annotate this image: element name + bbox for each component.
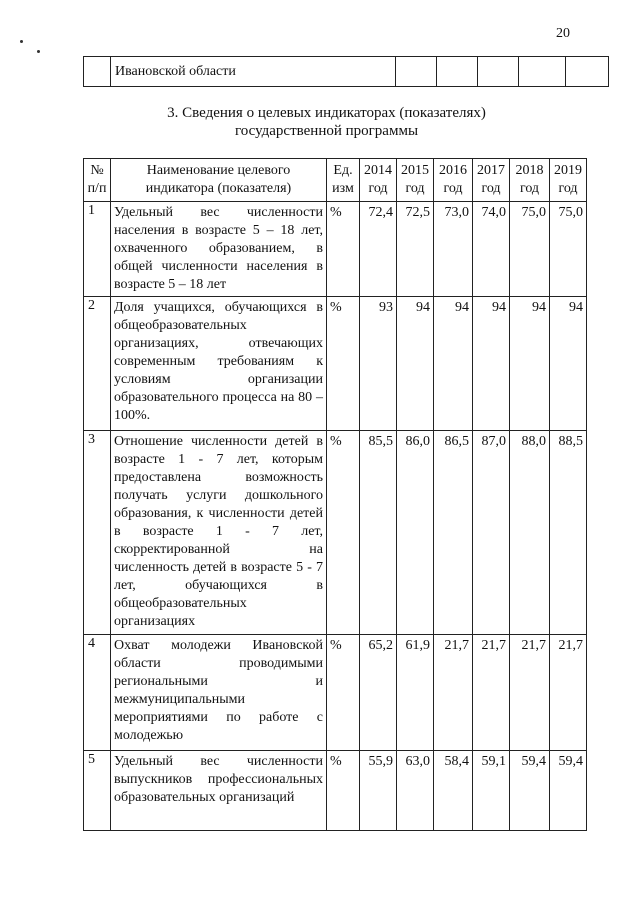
- indicators-table: [83, 158, 587, 831]
- header-year: 2018 год: [510, 159, 550, 202]
- table-row: [84, 57, 609, 87]
- value-cell: 21,7: [550, 635, 587, 751]
- header-year: 2015 год: [397, 159, 434, 202]
- value-cell: 65,2: [360, 635, 397, 751]
- table-row: [84, 202, 587, 297]
- header-num: № п/п: [84, 159, 111, 202]
- value-cell: 72,4: [360, 202, 397, 297]
- table-row: [84, 297, 587, 431]
- value-cell: 21,7: [434, 635, 473, 751]
- row-number: 4: [84, 635, 111, 751]
- header-name: Наименование целевого индикатора (показателя): [111, 159, 327, 202]
- value-cell: 75,0: [550, 202, 587, 297]
- table-cell: [437, 57, 478, 87]
- row-number: 3: [84, 431, 111, 635]
- value-cell: 94: [473, 297, 510, 431]
- header-unit: Ед. изм: [327, 159, 360, 202]
- value-cell: 75,0: [510, 202, 550, 297]
- table-row: [84, 751, 587, 831]
- fragment-text: Ивановской области: [111, 57, 396, 87]
- indicator-name: Охват молодежи Ивановской области проводимыми региональными и межмуниципальными мероприятиями по работе с молодежью: [111, 635, 327, 751]
- scan-speck: [20, 40, 23, 43]
- value-cell: 86,0: [397, 431, 434, 635]
- scan-speck: [37, 50, 40, 53]
- unit-cell: %: [327, 431, 360, 635]
- row-number: 2: [84, 297, 111, 431]
- row-number: 1: [84, 202, 111, 297]
- unit-cell: %: [327, 635, 360, 751]
- value-cell: 74,0: [473, 202, 510, 297]
- value-cell: 93: [360, 297, 397, 431]
- value-cell: 94: [550, 297, 587, 431]
- value-cell: 55,9: [360, 751, 397, 831]
- unit-cell: %: [327, 751, 360, 831]
- table-cell: [396, 57, 437, 87]
- page-number: 20: [556, 26, 570, 41]
- header-year: 2019 год: [550, 159, 587, 202]
- unit-cell: %: [327, 202, 360, 297]
- value-cell: 63,0: [397, 751, 434, 831]
- header-year: 2016 год: [434, 159, 473, 202]
- section-title-line2: государственной программы: [234, 123, 419, 139]
- value-cell: 59,4: [550, 751, 587, 831]
- indicator-name: Удельный вес численности населения в возрасте 5 – 18 лет, охваченного образованием, в общей численности населения в возрасте 5 – 18 лет: [111, 202, 327, 297]
- value-cell: 73,0: [434, 202, 473, 297]
- table-cell: [519, 57, 566, 87]
- indicator-name: Отношение численности детей в возрасте 1 - 7 лет, которым предоставлена возможность получать услуги дошкольного образования, к численности детей в возрасте 1 - 7 лет, скорректированной на численность детей в возрасте 5 - 7 лет, обучающихся в общеобразовательных организациях: [111, 431, 327, 635]
- header-row: [84, 159, 587, 202]
- header-year: 2014 год: [360, 159, 397, 202]
- indicator-name: Удельный вес численности выпускников профессиональных образовательных организаций: [111, 751, 327, 831]
- table-cell: [478, 57, 519, 87]
- value-cell: 87,0: [473, 431, 510, 635]
- value-cell: 86,5: [434, 431, 473, 635]
- value-cell: 59,4: [510, 751, 550, 831]
- value-cell: 94: [510, 297, 550, 431]
- row-number: 5: [84, 751, 111, 831]
- value-cell: 21,7: [473, 635, 510, 751]
- table-cell: [566, 57, 609, 87]
- value-cell: 94: [434, 297, 473, 431]
- value-cell: 72,5: [397, 202, 434, 297]
- value-cell: 59,1: [473, 751, 510, 831]
- table-row: [84, 431, 587, 635]
- value-cell: 85,5: [360, 431, 397, 635]
- table-row: [84, 635, 587, 751]
- header-year: 2017 год: [473, 159, 510, 202]
- previous-table-fragment: [83, 56, 609, 87]
- value-cell: 88,0: [510, 431, 550, 635]
- table-cell: [84, 57, 111, 87]
- value-cell: 58,4: [434, 751, 473, 831]
- value-cell: 21,7: [510, 635, 550, 751]
- value-cell: 94: [397, 297, 434, 431]
- value-cell: 88,5: [550, 431, 587, 635]
- section-title-line1: 3. Сведения о целевых индикаторах (показателях): [167, 105, 486, 121]
- unit-cell: %: [327, 297, 360, 431]
- value-cell: 61,9: [397, 635, 434, 751]
- indicator-name: Доля учащихся, обучающихся в общеобразовательных организациях, отвечающих современным требованиям к условиям организации образовательного процесса на 80 – 100%.: [111, 297, 327, 431]
